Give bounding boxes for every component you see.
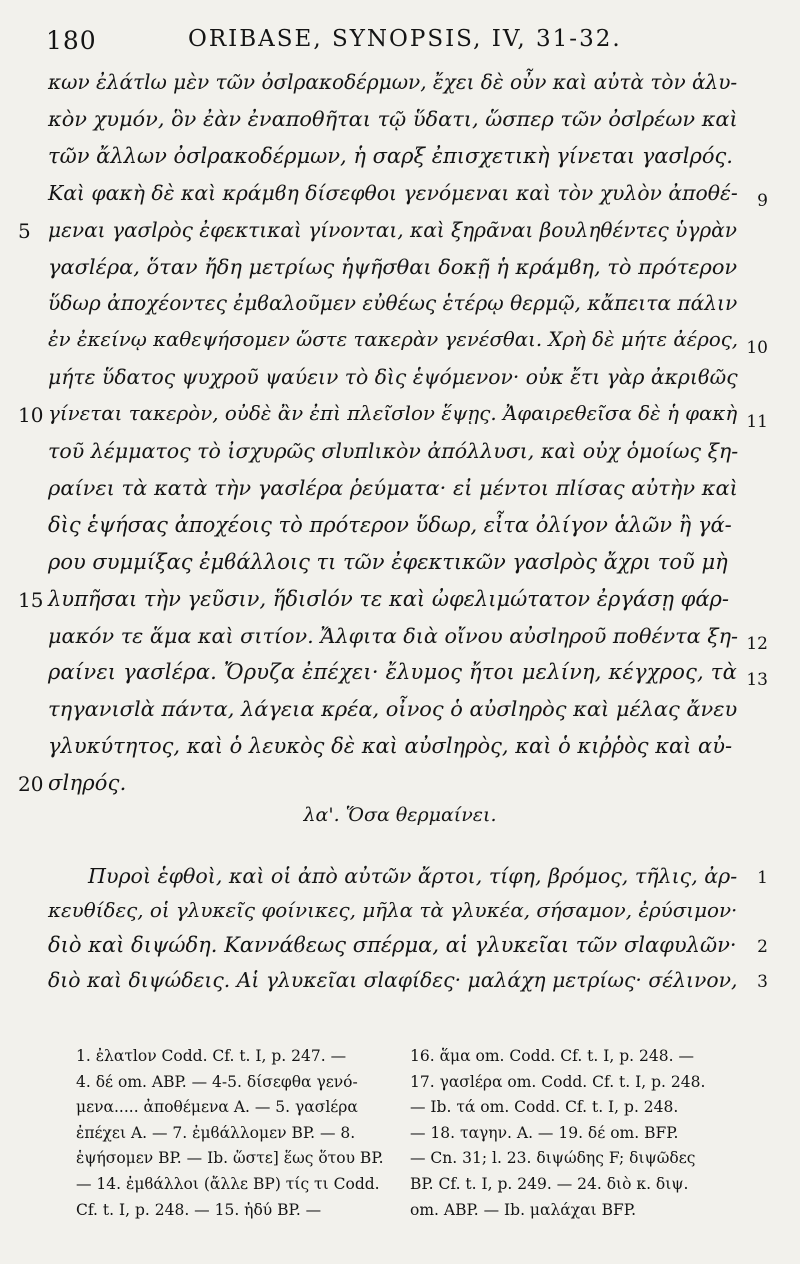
line-number: 15 [18, 587, 44, 612]
text-line: τοῦ λέμματος τὸ ἰσχυρῶς σlυπlικὸν ἀπόλλυσι, καὶ οὐχ ὁμοίως ξη- [48, 439, 739, 463]
section-number: 12 [746, 633, 768, 654]
footnote-line: — 14. ἐμϐάλλοι (ἄλλε BP) τίς τι Codd. [76, 1174, 380, 1193]
line-number: 10 [18, 403, 44, 428]
text-line: διὸ καὶ διψώδεις. Αἱ γλυκεῖαι σlαφίδες· μαλάχη μετρίως· σέλινον, [48, 967, 738, 992]
running-title: ORIBASE, SYNOPSIS, IV, 31-32. [188, 26, 622, 52]
text-line: Καὶ φακὴ δὲ καὶ κράμϐη δίσεφθοι γενόμεναι καὶ τὸν χυλὸν ἀποθέ- [48, 180, 738, 205]
page-number: 180 [46, 26, 97, 55]
footnote-line: ἐπέχει A. — 7. ἐμϐάλλομεν BP. — 8. [76, 1123, 356, 1142]
footnote-line: — Ib. τά om. Codd. Cf. t. I, p. 248. [410, 1098, 679, 1117]
text-line: διὸ καὶ διψώδη. Καννάϐεως σπέρμα, αἱ γλυκεῖαι τῶν σlαφυλῶν· [48, 933, 737, 957]
footnote-line: — Cn. 31; l. 23. διψώδης F; διψῶδες [410, 1149, 696, 1168]
line-number: 5 [18, 218, 31, 243]
text-line: λυπῆσαι τὴν γεῦσιν, ἥδισlόν τε καὶ ὠφελιμώτατον ἐργάσῃ φάρ- [48, 586, 729, 611]
section-heading: λα'. Ὅσα θερμαίνει. [303, 804, 497, 826]
text-line: ραίνει τὰ κατὰ τὴν γασlέρα ῥεύματα· εἰ μέντοι πlίσας αὐτὴν καὶ [48, 475, 738, 500]
text-line: γίνεται τακερὸν, οὐδὲ ἂν ἐπὶ πλεῖσlον ἕψῃς. Ἀφαιρεθεῖσα δὲ ἡ φακὴ [48, 402, 738, 426]
text-line: τηγανισlὰ πάντα, λάγεια κρέα, οἶνος ὁ αὐσlηρὸς καὶ μέλας ἄνευ [48, 697, 738, 722]
text-line: ὕδωρ ἀποχέοντες ἐμϐαλοῦμεν εὐθέως ἑτέρῳ θερμῷ, κἄπειτα πάλιν [48, 291, 738, 316]
text-line: κευθίδες, οἱ γλυκεῖς φοίνικες, μῆλα τὰ γλυκέα, σήσαμον, ἐρύσιμον· [48, 898, 738, 922]
footnote-line: μενα..... ἀποθέμενα A. — 5. γασlέρα [76, 1098, 358, 1117]
text-line: μήτε ὕδατος ψυχροῦ ψαύειν τὸ δὶς ἑψόμενον· οὐκ ἔτι γὰρ ἀκριϐῶς [48, 365, 738, 390]
text-line: σlηρός. [48, 771, 127, 796]
text-line: γασlέρα, ὅταν ἤδη μετρίως ἡψῆσθαι δοκῇ ἡ κράμϐη, τὸ πρότερον [48, 254, 738, 279]
footnote-line: BP. Cf. t. I, p. 249. — 24. διὸ κ. διψ. [410, 1174, 689, 1193]
page-header [0, 22, 800, 62]
text-line: τῶν ἄλλων ὀσlρακοδέρμων, ἡ σαρξ ἐπισχετικὴ γίνεται γασlρός. [48, 143, 733, 168]
footnotes-right-column [410, 1044, 770, 1223]
line-number: 20 [18, 772, 44, 797]
text-line: γλυκύτητος, καὶ ὁ λευκὸς δὲ καὶ αὐσlηρὸς, καὶ ὁ κιῤῥὸς καὶ αὐ- [48, 734, 733, 759]
footnote-line: 4. δέ om. ABP. — 4-5. δίσεφθα γενό- [76, 1072, 358, 1091]
footnote-line: 1. ἐλατlον Codd. Cf. t. I, p. 247. — [76, 1047, 347, 1065]
footnotes-left-column [76, 1044, 396, 1223]
text-line: ραίνει γασlέρα. Ὄρυζα ἐπέχει· ἔλυμος ἤτοι μελίνη, κέγχρος, τὰ [48, 660, 737, 685]
footnote-line: Cf. t. I, p. 248. — 15. ἡδύ BP. — [76, 1200, 322, 1219]
text-line: ρου συμμίξας ἐμϐάλλοις τι τῶν ἐφεκτικῶν γασlρὸς ἄχρι τοῦ μὴ [48, 549, 728, 574]
footnote-line: ἑψήσομεν BP. — Ib. ὥστε] ἕως ὅτου BP. [76, 1149, 384, 1168]
text-line: μακόν τε ἅμα καὶ σιτίον. Ἄλφιτα διὰ οἴνου αὐσlηροῦ ποθέντα ξη- [48, 623, 739, 648]
footnote-line: om. ABP. — Ib. μαλάχαι BFP. [410, 1200, 636, 1219]
footnote-line: 16. ἅμα om. Codd. Cf. t. I, p. 248. — [410, 1047, 694, 1065]
text-line: Πυροὶ ἑφθοὶ, καὶ οἱ ἀπὸ αὐτῶν ἄρτοι, τίφη, βρόμος, τῆλις, ἀρ- [88, 864, 738, 888]
section-number: 9 [757, 190, 768, 211]
footnote-line: 17. γασlέρα om. Codd. Cf. t. I, p. 248. [410, 1072, 706, 1091]
text-line: κὸν χυμόν, ὃν ἐὰν ἐναποθῆται τῷ ὕδατι, ὥσπερ τῶν ὀσlρέων καὶ [48, 106, 738, 131]
footnote-line: — 18. ταγην. A. — 19. δέ om. BFP. [410, 1123, 679, 1142]
section-number: 10 [746, 338, 768, 359]
section-number: 13 [746, 670, 768, 691]
text-line: κων ἐλάτlω μὲν τῶν ὀσlρακοδέρμων, ἔχει δὲ οὖν καὶ αὐτὰ τὸν ἁλυ- [48, 70, 738, 94]
section-number: 11 [746, 412, 768, 433]
section-number: 2 [757, 937, 768, 957]
text-line: μεναι γασlρὸς ἐφεκτικαὶ γίνονται, καὶ ξηρᾶναι βουληθέντες ὑγρὰν [48, 217, 737, 242]
section-number: 3 [757, 971, 768, 992]
text-line: ἐν ἐκείνῳ καθεψήσομεν ὥστε τακερὰν γενέσθαι. Χρὴ δὲ μήτε ἀέρος, [48, 328, 739, 352]
section-number: 1 [757, 868, 768, 888]
text-line: δὶς ἑψήσας ἀποχέοις τὸ πρότερον ὕδωρ, εἶτα ὀλίγον ἁλῶν ἢ γά- [48, 512, 732, 537]
